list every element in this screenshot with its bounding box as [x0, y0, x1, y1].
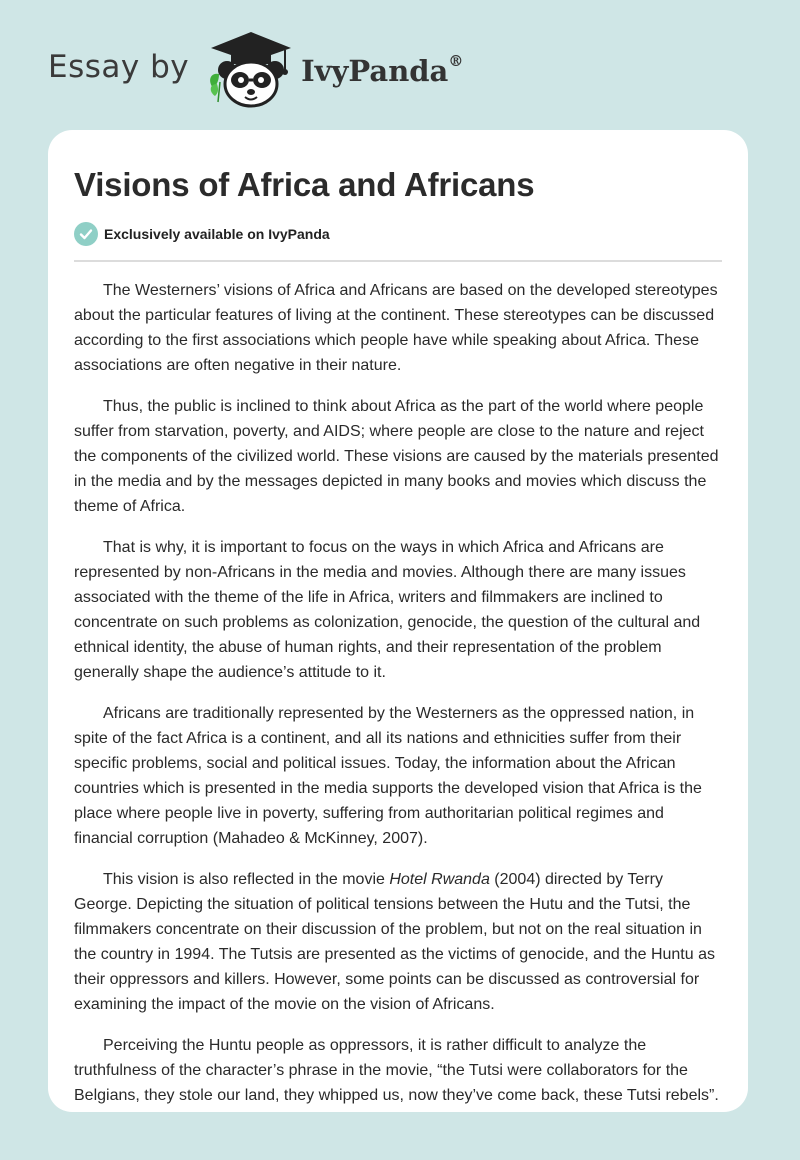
page-title: Visions of Africa and Africans: [74, 166, 535, 203]
badge-label: Exclusively available on IvyPanda: [104, 226, 330, 242]
paragraph: This vision is also reflected in the movie Hotel Rwanda (2004) directed by Terry George. Depicting the situation of political tensions between the Hutu and the Tutsi, the filmmakers concentrate on their discussion of the problem, but not on the real situation in the country in 1994. The Tutsis are presented as the victims of genocide, and the Huntu as their oppressors and killers. However, some points can be discussed as controversial for examining the impact of the movie on the vision of Africans.: [74, 871, 715, 1013]
movie-title: Hotel Rwanda: [389, 871, 490, 888]
site-header: [48, 30, 508, 110]
brand-name[interactable]: IvyPanda®: [301, 52, 464, 88]
paragraph: Perceiving the Huntu people as oppressors, it is rather difficult to analyze the truthfulness of the character’s phrase in the movie, “the Tutsi were collaborators for the Belgians, they stole our land, they whipped us, now they’ve come back, these Tutsi rebels”.: [74, 1037, 719, 1104]
paragraph: Thus, the public is inclined to think about Africa as the part of the world where people suffer from starvation, poverty, and AIDS; where people are close to the nature and reject the components of the civilized world. These visions are caused by the materials presented in the media and by the messages depicted in many books and movies which discuss the theme of Africa.: [74, 398, 719, 515]
essay-body: [74, 278, 720, 1112]
paragraph: Africans are traditionally represented by the Westerners as the oppressed nation, in spite of the fact Africa is a continent, and all its nations and ethnicities suffer from their specific problems, social and political issues. Today, the information about the African countries which is presented in the media supports the developed vision that Africa is the place where people live in poverty, suffering from authoritarian political regimes and financial corruption (Mahadeo & McKinney, 2007).: [74, 705, 702, 847]
essay-by-label: Essay by: [48, 49, 190, 85]
divider: [74, 260, 722, 262]
check-circle-icon: [74, 222, 98, 246]
exclusive-badge: [74, 222, 330, 246]
panda-graduation-cap-icon[interactable]: [205, 30, 297, 110]
essay-card: [48, 130, 748, 1112]
paragraph: That is why, it is important to focus on the ways in which Africa and Africans are represented by non-Africans in the media and movies. Although there are many issues associated with the theme of the life in Africa, writers and filmmakers are inclined to concentrate on such problems as colonization, genocide, the question of the cultural and ethnical identity, the abuse of human rights, and their representation of the problem generally shape the audience’s attitude to it.: [74, 539, 701, 681]
paragraph: The Westerners’ visions of Africa and Africans are based on the developed stereotypes about the particular features of living at the continent. These stereotypes can be discussed according to the first associations which people have while speaking about Africa. These associations are often negative in their nature.: [74, 282, 718, 374]
